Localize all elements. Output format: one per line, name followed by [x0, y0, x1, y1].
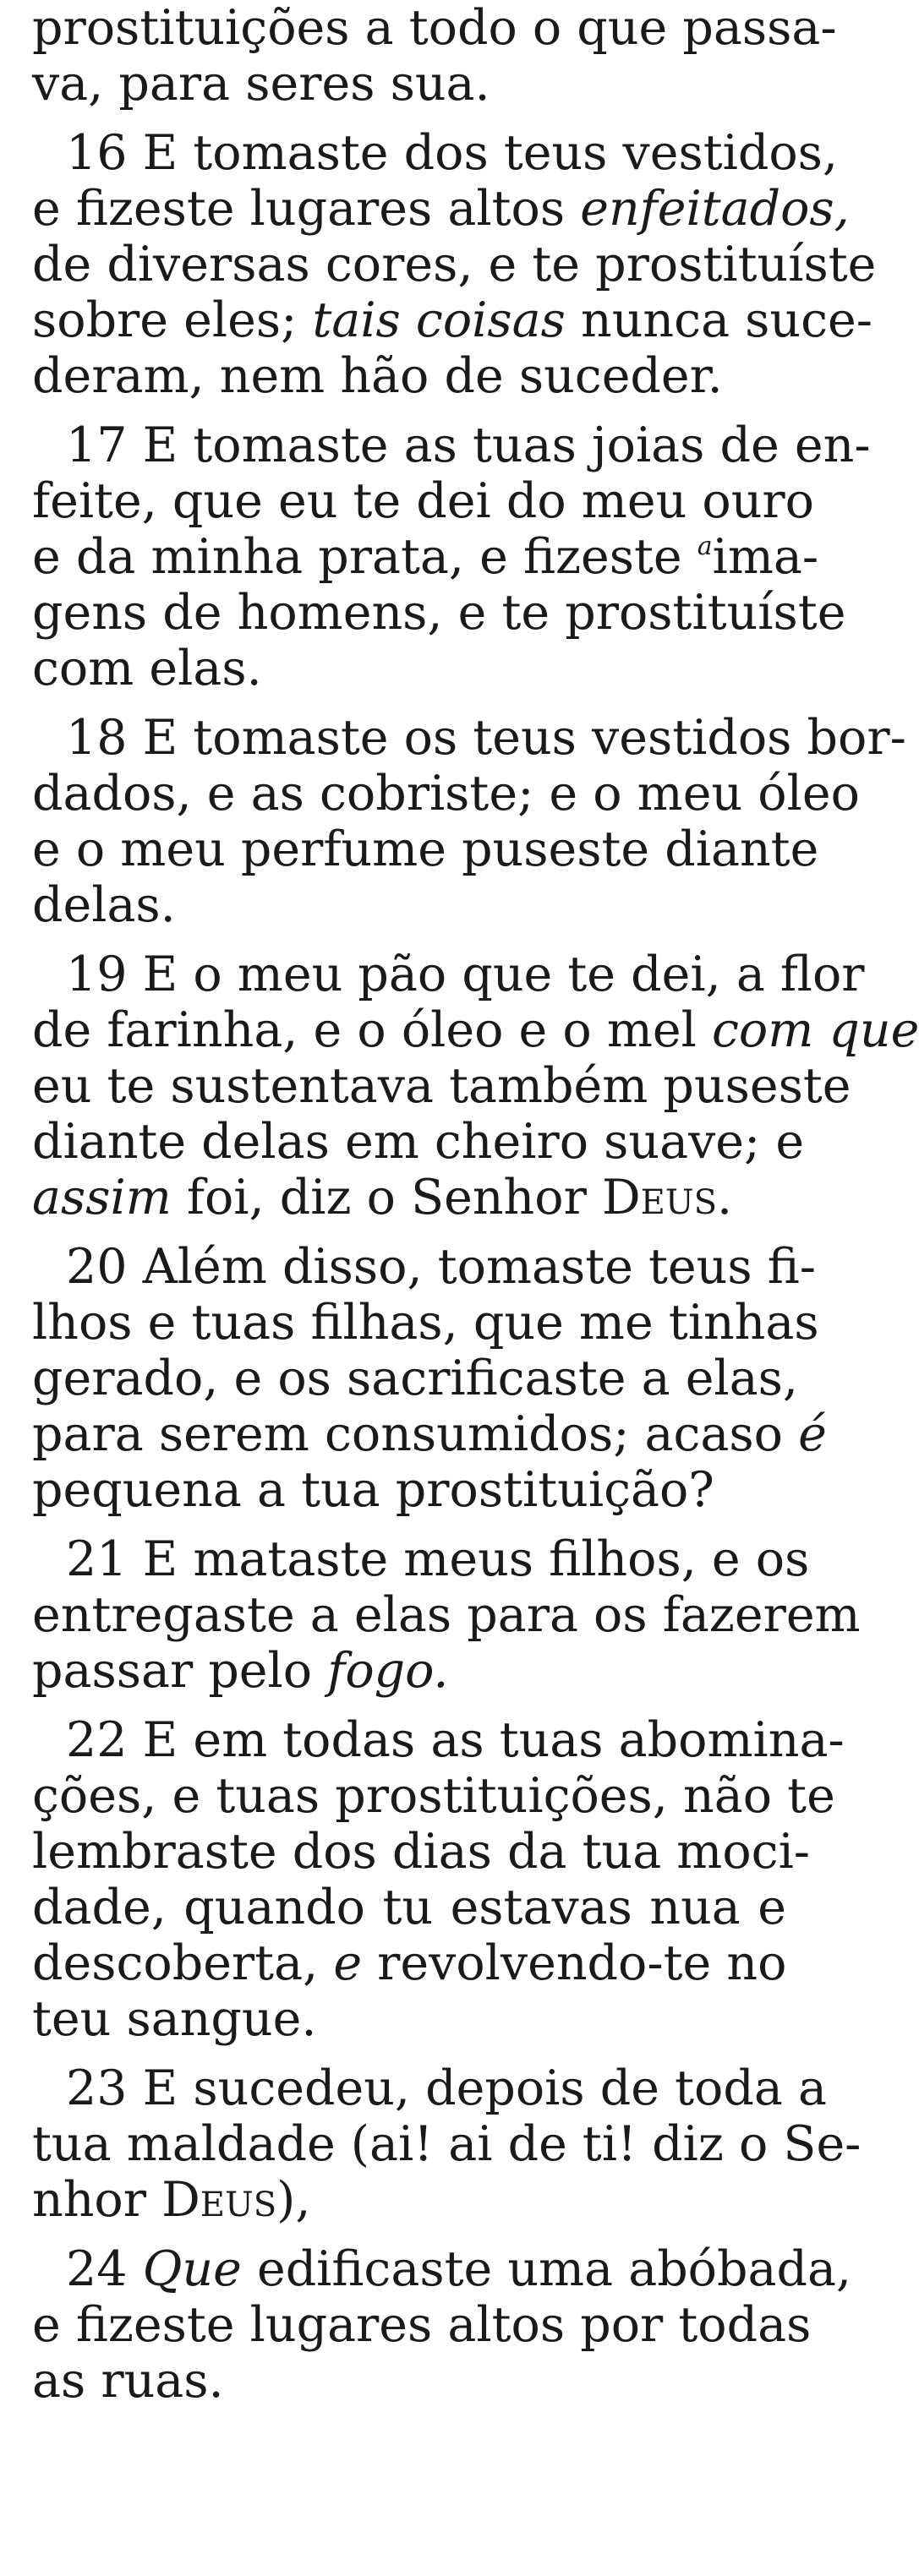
verse-text: 20 Além disso, tomaste teus fi- — [66, 1239, 816, 1295]
verse-text: va, para seres sua. — [32, 56, 490, 112]
verse-line — [32, 2353, 786, 2409]
italic-text: assim — [32, 1170, 172, 1225]
small-caps-text: Deus — [161, 2172, 277, 2228]
verse-text: gerado, e os sacrificaste a elas, — [32, 1351, 799, 1406]
verse-line — [32, 821, 819, 877]
verse-text: 21 E mataste meus filhos, e os — [66, 1531, 810, 1587]
verse-text: lembraste dos dias da tua moci- — [32, 1824, 811, 1880]
verse-text: tua maldade (ai! ai de ti! diz o Se- — [32, 2116, 862, 2172]
verse-text: gens de homens, e te prostituíste — [32, 585, 846, 641]
verse-line — [32, 125, 839, 181]
verse-line — [32, 0, 837, 56]
verse-text: descoberta, — [32, 1935, 334, 1991]
verse-line — [32, 1406, 827, 1462]
verse-continuation — [32, 0, 837, 112]
verse-text: edificaste uma abóbada, — [241, 2241, 852, 2297]
verse-text: e fizeste lugares altos por todas — [32, 2297, 812, 2353]
verse-text: e da minha prata, e fizeste — [32, 529, 697, 585]
verse-line — [32, 1768, 835, 1824]
verse-24 — [32, 2241, 852, 2409]
verse-text: 16 E tomaste dos teus vestidos, — [66, 125, 839, 181]
verse-text: delas. — [32, 877, 176, 933]
verse-text: sobre eles; — [32, 292, 313, 348]
verse-18 — [32, 710, 906, 933]
verse-line — [32, 947, 865, 1002]
small-caps-text: Deus — [601, 1170, 717, 1225]
verse-line — [32, 418, 871, 473]
verse-text: revolvendo-te no — [362, 1935, 787, 1991]
verse-text: 18 E tomaste os teus vestidos bor- — [66, 710, 906, 766]
verse-text: deram, nem hão de suceder. — [32, 348, 723, 404]
verse-text: ções, e tuas prostituições, não te — [32, 1768, 835, 1824]
verse-line — [32, 2172, 786, 2228]
verse-text: nhor — [32, 2172, 162, 2228]
italic-text: tais coisas — [312, 292, 566, 348]
verse-text: . — [716, 1170, 733, 1225]
verse-line — [32, 473, 814, 529]
verse-text: as ruas. — [32, 2353, 224, 2409]
verse-line — [32, 1002, 919, 1058]
verse-line — [32, 1114, 805, 1170]
verse-line — [32, 292, 873, 348]
verse-23 — [32, 2060, 862, 2228]
verse-line — [32, 710, 906, 766]
verse-line — [32, 1880, 786, 1935]
verse-text: teu sangue. — [32, 1991, 317, 2047]
verse-line — [32, 2297, 812, 2353]
verse-text: diante delas em cheiro suave; e — [32, 1114, 805, 1170]
verse-text: de diversas cores, e te prostituíste — [32, 237, 877, 292]
verse-text: nunca suce- — [565, 292, 873, 348]
verse-text: com elas. — [32, 641, 262, 696]
verse-line — [32, 1531, 810, 1587]
verse-text: 23 E sucedeu, depois de toda a — [66, 2060, 827, 2116]
verse-text: feite, que eu te dei do meu ouro — [32, 473, 814, 529]
verse-line — [32, 1170, 786, 1225]
verse-line — [32, 1643, 786, 1699]
italic-text: Que — [142, 2241, 242, 2297]
verse-line — [32, 1824, 811, 1880]
verse-text: lhos e tuas filhas, que me tinhas — [32, 1295, 819, 1351]
verse-line — [32, 1587, 861, 1643]
verse-19 — [32, 947, 919, 1225]
verse-text: 24 — [66, 2241, 143, 2297]
verse-line — [32, 1351, 799, 1406]
verse-text: passar pelo — [32, 1643, 328, 1699]
verse-text: entregaste a elas para os fazerem — [32, 1587, 861, 1643]
verse-text: pequena a tua prostituição? — [32, 1462, 714, 1518]
verse-line — [32, 2241, 852, 2297]
verse-text: ima- — [712, 529, 819, 585]
verse-16 — [32, 125, 877, 404]
verse-line — [32, 2060, 827, 2116]
verse-line — [32, 1935, 786, 1991]
verse-text: eu te sustentava também puseste — [32, 1058, 851, 1114]
verse-text: ), — [276, 2172, 311, 2228]
verse-text: e o meu perfume puseste diante — [32, 821, 819, 877]
verse-line — [32, 641, 786, 696]
verse-line — [32, 1991, 786, 2047]
italic-text: é — [798, 1406, 827, 1462]
verse-line — [32, 348, 786, 404]
italic-text: com que — [711, 1002, 919, 1058]
verse-line — [32, 529, 819, 585]
verse-text: prostituições a todo o que passa- — [32, 0, 837, 56]
verse-line — [32, 56, 786, 112]
verse-22 — [32, 1712, 845, 2047]
verse-line — [32, 1058, 851, 1114]
verse-line — [32, 2116, 862, 2172]
verse-20 — [32, 1239, 827, 1518]
footnote-marker: a — [697, 532, 713, 561]
verse-text: para serem consumidos; acaso — [32, 1406, 799, 1462]
verse-line — [32, 585, 846, 641]
verse-text: e fizeste lugares altos — [32, 181, 581, 237]
verse-text: 22 E em todas as tuas abomina- — [66, 1712, 845, 1768]
verse-line — [32, 237, 877, 292]
verse-line — [32, 766, 860, 821]
verse-text: dade, quando tu estavas nua e — [32, 1880, 786, 1935]
verse-line — [32, 1239, 816, 1295]
verse-text: 19 E o meu pão que te dei, a flor — [66, 947, 865, 1002]
verse-line — [32, 1295, 819, 1351]
verse-line — [32, 1462, 786, 1518]
italic-text: fogo. — [327, 1643, 449, 1699]
italic-text: e — [333, 1935, 363, 1991]
verse-17 — [32, 418, 871, 696]
verse-text: foi, diz o Senhor — [171, 1170, 602, 1225]
verse-line — [32, 1712, 845, 1768]
italic-text: enfeitados, — [580, 181, 850, 237]
verse-line — [32, 181, 850, 237]
verse-text: dados, e as cobriste; e o meu óleo — [32, 766, 860, 821]
verse-text: de farinha, e o óleo e o mel — [32, 1002, 712, 1058]
verse-21 — [32, 1531, 861, 1699]
verse-line — [32, 877, 786, 933]
verse-text: 17 E tomaste as tuas joias de en- — [66, 418, 871, 473]
